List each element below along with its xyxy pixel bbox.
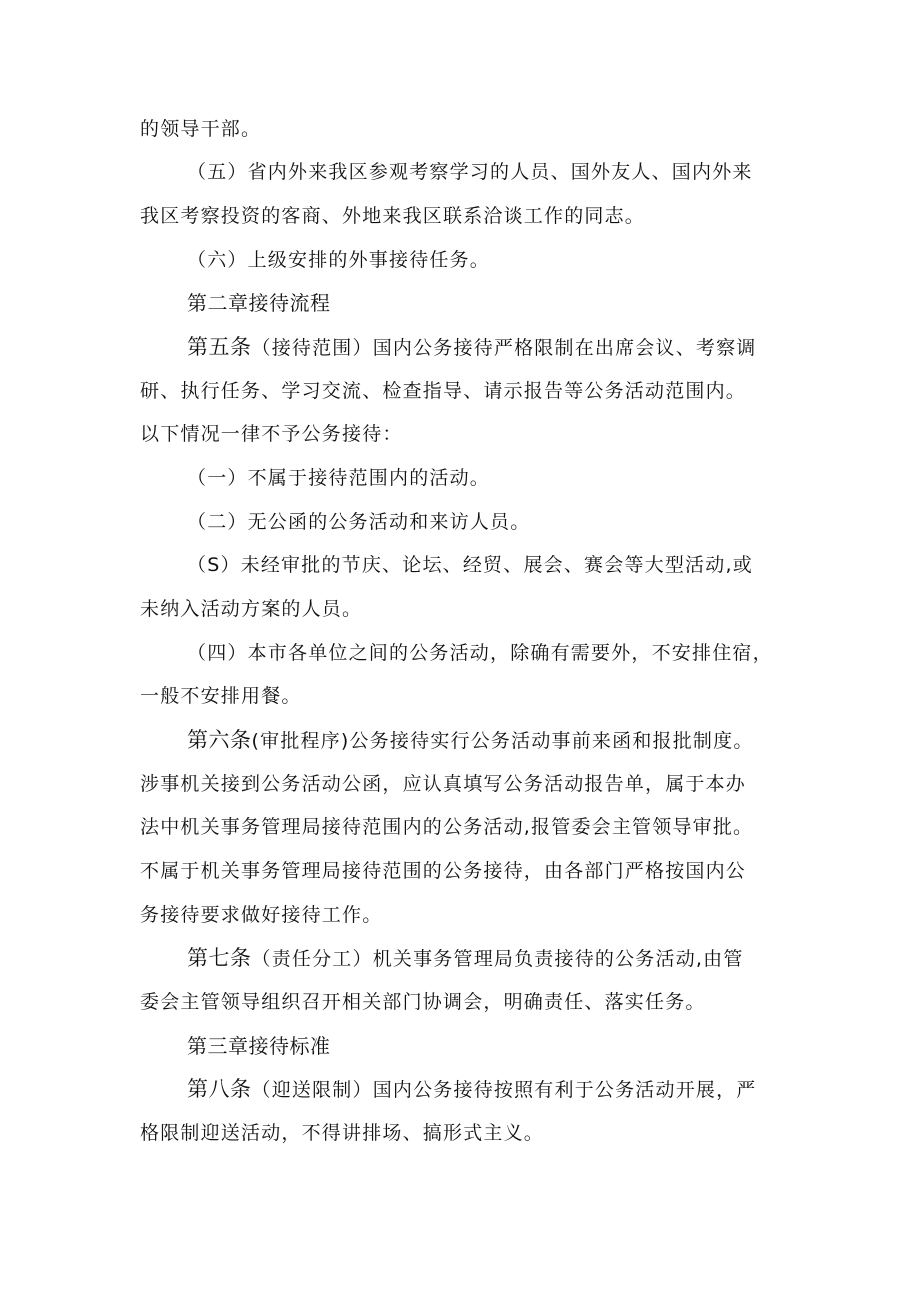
- line-text: 的领导干部。: [140, 118, 262, 140]
- paragraph-line: [140, 596, 362, 622]
- chapter-heading: [187, 1033, 331, 1059]
- line-text: 不属于机关事务管理局接待范围的公务接待，由各部门严格按国内公: [140, 860, 747, 882]
- paragraph-line: [140, 1120, 544, 1146]
- line-text: （六）上级安排的外事接待任务。: [187, 249, 491, 271]
- line-text: 以下情况一律不予公务接待：: [140, 423, 403, 445]
- paragraph-line: [140, 858, 746, 884]
- line-text: （一）不属于接待范围内的活动。: [187, 467, 491, 489]
- line-text: 务接待要求做好接待工作。: [140, 904, 383, 926]
- line-text: （五）省内外来我区参观考察学习的人员、国外友人、国内外来: [187, 161, 753, 183]
- paragraph-line: [140, 378, 746, 404]
- line-text: 一般不安排用餐。: [140, 685, 302, 707]
- chapter-heading: [187, 290, 331, 316]
- paragraph-line: [140, 203, 645, 229]
- article-number: 第八条: [187, 1077, 252, 1101]
- heading-text: 第三章接待标准: [187, 1034, 331, 1058]
- line-text: （二）无公函的公务活动和来访人员。: [187, 511, 531, 533]
- paragraph-line: [187, 552, 753, 578]
- paragraph-line: [140, 902, 382, 928]
- line-text: 委会主管领导组织召开相关部门协调会，明确责任、落实任务。: [140, 991, 706, 1013]
- line-text: 涉事机关接到公务活动公函，应认真填写公务活动报告单，属于本办: [140, 773, 747, 795]
- line-text: 我区考察投资的客商、外地来我区联系洽谈工作的同志。: [140, 205, 646, 227]
- line-text: 法中机关事务管理局接待范围内的公务活动,报管委会主管领导审批。: [140, 816, 754, 838]
- line-text: 未纳入活动方案的人员。: [140, 598, 363, 620]
- line-text: （S）未经审批的节庆、论坛、经贸、展会、赛会等大型活动,或: [187, 554, 753, 576]
- article-line: [187, 1076, 757, 1103]
- paragraph-line: [140, 989, 706, 1015]
- line-text: （四）本市各单位之间的公务活动，除确有需要外，不安排住宿，: [187, 642, 773, 664]
- article-line: [187, 334, 757, 361]
- article-number: 第六条: [187, 728, 252, 752]
- line-text: （接待范围）国内公务接待严格限制在出席会议、考察调: [251, 337, 757, 359]
- heading-text: 第二章接待流程: [187, 291, 331, 315]
- paragraph-line: [187, 465, 490, 491]
- paragraph-line: [140, 683, 302, 709]
- line-text: 研、执行任务、学习交流、检查指导、请示报告等公务活动范围内。: [140, 380, 747, 402]
- paragraph-line: [187, 640, 773, 666]
- article-number: 第五条: [187, 335, 252, 359]
- paragraph-line: [187, 159, 753, 185]
- paragraph-line: [187, 247, 490, 273]
- line-text: （责任分工）机关事务管理局负责接待的公务活动,由管: [251, 948, 744, 970]
- paragraph-line: [140, 814, 753, 840]
- line-text: 格限制迎送活动，不得讲排场、搞形式主义。: [140, 1122, 545, 1144]
- line-text: （迎送限制）国内公务接待按照有利于公务活动开展，严: [251, 1079, 757, 1101]
- paragraph-line: [140, 771, 746, 797]
- paragraph-line: [187, 509, 530, 535]
- paragraph-line: [140, 116, 261, 142]
- paragraph-line: [140, 421, 403, 447]
- line-text: (审批程序)公务接待实行公务活动事前来函和报批制度。: [251, 730, 754, 752]
- article-line: [187, 945, 744, 972]
- article-number: 第七条: [187, 946, 252, 970]
- article-line: [187, 727, 754, 754]
